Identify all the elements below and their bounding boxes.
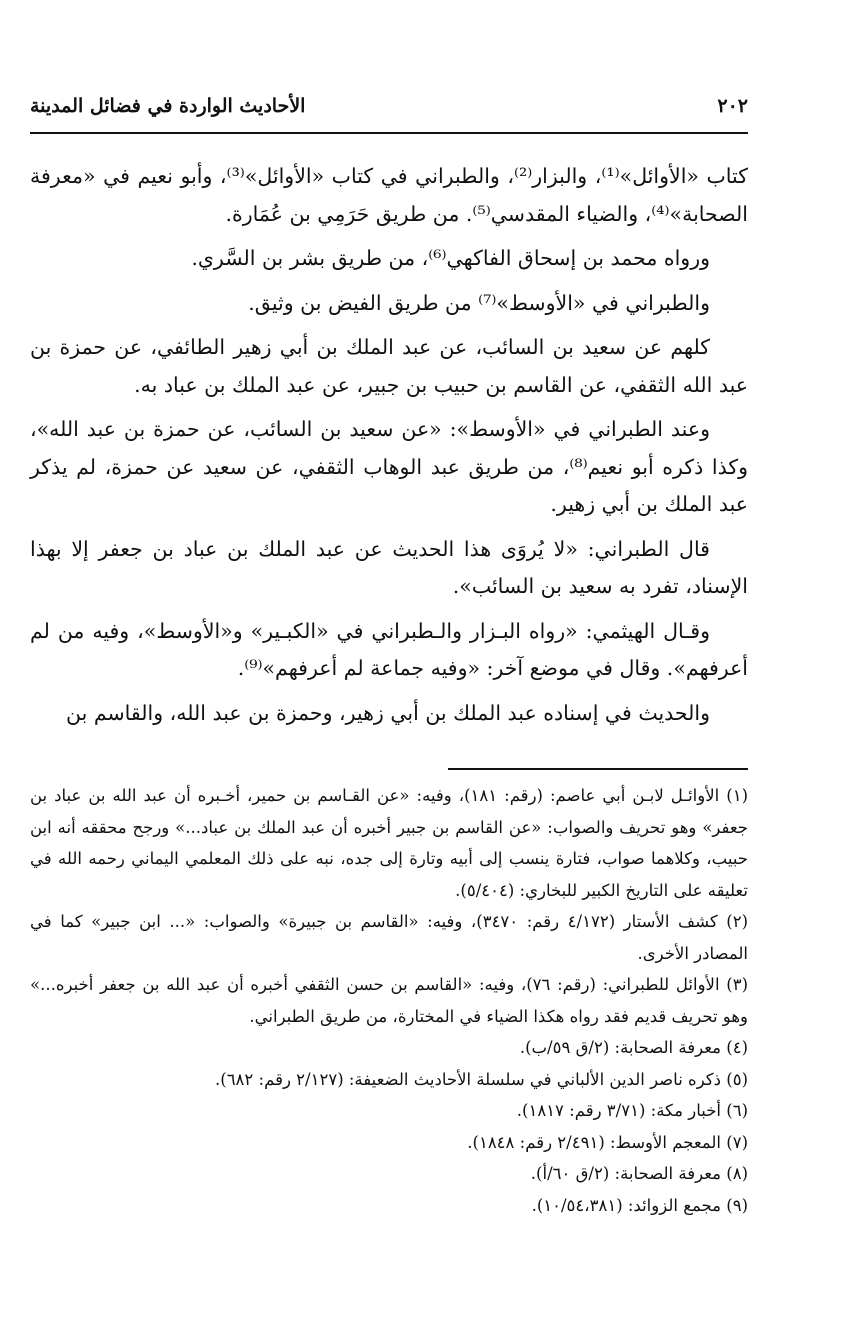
- footnotes: [30, 780, 748, 1221]
- footnote-divider: [448, 768, 748, 770]
- paragraph-5: وعند الطبراني في «الأوسط»: «عن سعيد بن السائب، عن حمزة بن عبد الله»، وكذا ذكره أبو نعيم⁽⁸⁾، من طريق عبد الوهاب الثقفي، عن سعيد عن حمزة، لم يذكر عبد الملك بن أبي زهير.: [30, 417, 748, 516]
- footnote-2: (٢) كشف الأستار (٤/١٧٢ رقم: ٣٤٧٠)، وفيه: «القاسم بن جبيرة» والصواب: «... ابن جبير» كما في المصادر الأخرى.: [30, 912, 748, 963]
- running-header: [30, 88, 748, 124]
- footnote-1: (١) الأوائـل لابـن أبي عاصم: (رقم: ١٨١)، وفيه: «عن القـاسم بن حمير، أخـبره أن عبد الله بن عباد بن جعفر» وهو تحريف والصواب: «عن القاسم بن جبير أخبره أن عبد الملك بن عباد...» ورجح محققه أنه ابن حبيب، وكلاهما صواب، فتارة ينسب إلى أبيه وتارة إلى جده، نبه على ذلك المعلمي اليماني رحمه الله في تعليقه على التاريخ الكبير للبخاري: (٥/٤٠٤).: [30, 786, 748, 900]
- book-page: [30, 0, 748, 1324]
- footnote-8: (٨) معرفة الصحابة: (٢/ق ٦٠/أ).: [530, 1164, 748, 1183]
- paragraph-8: والحديث في إسناده عبد الملك بن أبي زهير، وحمزة بن عبد الله، والقاسم بن: [66, 700, 710, 725]
- paragraph-7: وقـال الهيثمي: «رواه البـزار والـطبراني في «الكبـير» و«الأوسط»، وفيه من لم أعرفهم». وقال في موضع آخر: «وفيه جماعة لم أعرفهم»⁽⁹⁾.: [30, 618, 748, 680]
- paragraph-6: قال الطبراني: «لا يُروَى هذا الحديث عن عبد الملك بن عباد بن جعفر إلا بهذا الإسناد، تفرد به سعيد بن السائب».: [30, 536, 748, 598]
- paragraph-3: والطبراني في «الأوسط»⁽⁷⁾ من طريق الفيض بن وثيق.: [248, 290, 710, 315]
- paragraph-1: كتاب «الأوائل»⁽¹⁾، والبزار⁽²⁾، والطبراني في كتاب «الأوائل»⁽³⁾، وأبو نعيم في «معرفة الصحابة»⁽⁴⁾، والضياء المقدسي⁽⁵⁾. من طريق حَرَمِي بن عُمَارة.: [30, 164, 748, 226]
- main-text: [30, 158, 748, 739]
- footnote-5: (٥) ذكره ناصر الدين الألباني في سلسلة الأحاديث الضعيفة: (٢/١٢٧ رقم: ٦٨٢).: [215, 1069, 748, 1089]
- running-title: الأحاديث الواردة في فضائل المدينة: [30, 95, 306, 117]
- footnote-3: (٣) الأوائل للطبراني: (رقم: ٧٦)، وفيه: «القاسم بن حسن الثقفي أخبره أن عبد الله بن جعفر أخبره...» وهو تحريف قديم فقد رواه هكذا الضياء في المختارة، من طريق الطبراني.: [30, 975, 748, 1026]
- page-number: ٢٠٢: [717, 95, 748, 117]
- footnote-4: (٤) معرفة الصحابة: (٢/ق ٥٩/ب).: [519, 1038, 748, 1057]
- footnote-9: (٩) مجمع الزوائد: (١٠/٥٤،٣٨١).: [531, 1195, 748, 1215]
- footnote-7: (٧) المعجم الأوسط: (٢/٤٩١ رقم: ١٨٤٨).: [467, 1132, 748, 1152]
- footnote-6: (٦) أخبار مكة: (٣/٧١ رقم: ١٨١٧).: [516, 1101, 748, 1120]
- paragraph-2: ورواه محمد بن إسحاق الفاكهي⁽⁶⁾، من طريق بشر بن السَّري.: [191, 246, 710, 270]
- paragraph-4: كلهم عن سعيد بن السائب، عن عبد الملك بن أبي زهير الطائفي، عن حمزة بن عبد الله الثقفي، عن القاسم بن حبيب بن جبير، عن عبد الملك بن عباد به.: [30, 335, 748, 397]
- header-divider: [30, 132, 748, 134]
